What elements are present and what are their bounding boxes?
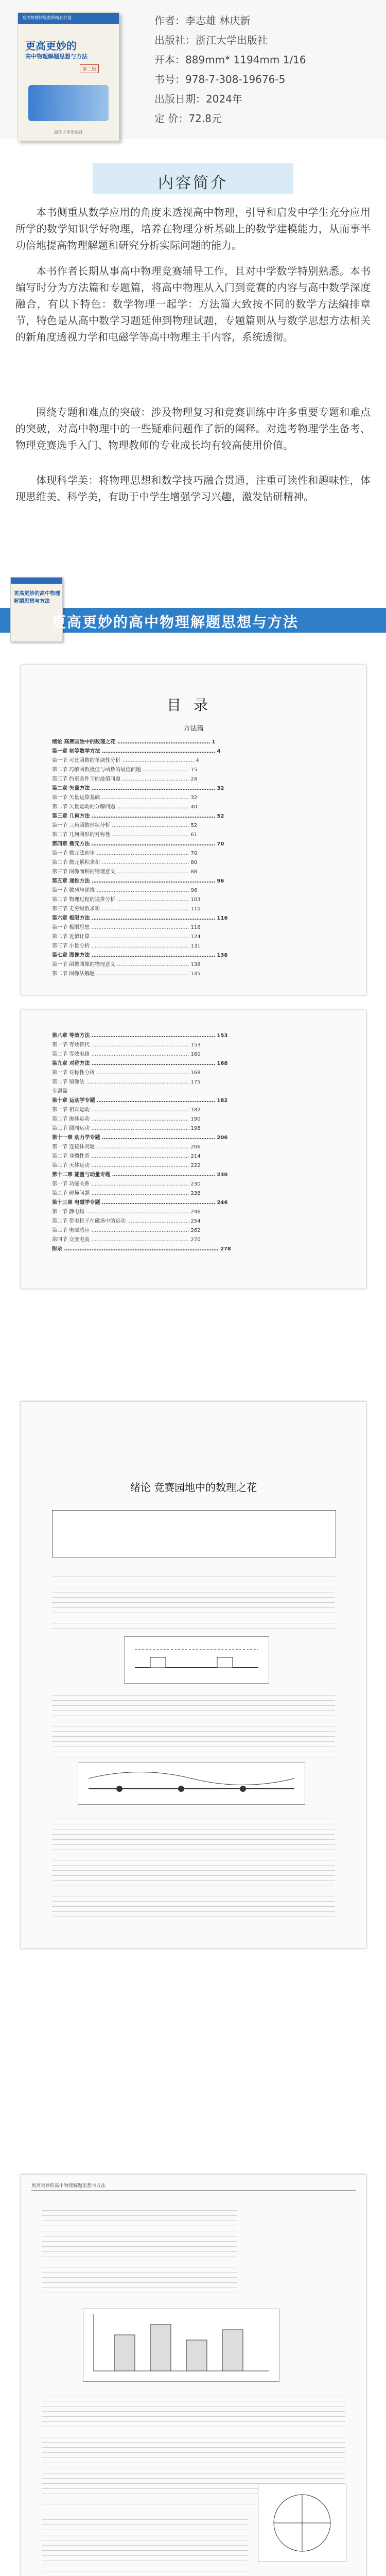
sample-page-2: [21, 2174, 366, 2576]
toc-entry: 第一节 数列与递推 ……………………………………………… 96: [52, 888, 198, 893]
toc-entry: 第二节 巧解函数极值与函数的最值问题 ……………………… 15: [52, 767, 198, 773]
banner-cover-title: 更高更妙的高中物理解题思想与方法: [14, 591, 60, 604]
toc-entry: 第四节 交变电流 ………………………………………………… 270: [52, 1237, 201, 1243]
equation-block: [42, 2206, 237, 2298]
cover-series: 高考物理特级教师精心打造: [22, 15, 72, 20]
figure-diagram: [83, 2309, 279, 2382]
toc-entry: 第一节 对称性分析 ……………………………………………… 168: [52, 1070, 201, 1076]
toc-entry: 第二节 带电粒子在磁场中的运动 ……………………………… 254: [52, 1218, 201, 1224]
toc-entry: 第一节 三角函数形状分析 ……………………………………… 52: [52, 823, 198, 828]
figure-svg: [78, 1763, 305, 1804]
header-divider: [31, 2190, 356, 2191]
toc-entry: 第二节 微元累积求和 …………………………………………… 80: [52, 860, 198, 866]
toc-entry: 第三节 圆周运动 ………………………………………………… 198: [52, 1126, 201, 1131]
toc-list-2: [52, 1031, 340, 1253]
sample-page-1: [21, 1401, 366, 1948]
toc-entry: 第七章 图像方法 ……………………………………………………………… 138: [52, 953, 228, 958]
info-label: 定 价：: [154, 112, 189, 125]
toc-entry: 第九章 对称方法 ……………………………………………………………… 168: [52, 1061, 228, 1066]
figure-svg: [258, 2484, 346, 2562]
toc-entry: 第二节 物理过程的递推分析 …………………………………… 103: [52, 897, 201, 903]
cover-series-strip: [18, 13, 119, 24]
toc-entry: 第一节 等效替代 ………………………………………………… 153: [52, 1042, 201, 1048]
cover-title-main: 更高更妙的: [25, 40, 77, 52]
toc-entry: 第二节 抛体运动 ………………………………………………… 190: [52, 1116, 201, 1122]
figure-diagram: [258, 2484, 346, 2562]
info-label: 书号：: [154, 73, 185, 86]
toc-entry: 第一章 初等数学方法 ………………………………………………………… 4: [52, 749, 221, 754]
info-label: 作者：: [154, 14, 185, 27]
toc-entry: 第一节 功能关系 ………………………………………………… 230: [52, 1181, 201, 1187]
toc-entry: 第三节 电磁感应 ………………………………………………… 262: [52, 1228, 201, 1233]
cover-graphic: [28, 85, 109, 121]
text-block: [52, 1690, 335, 1757]
toc-entry: 第二节 碰撞问题 ………………………………………………… 238: [52, 1191, 201, 1196]
info-label: 出版日期：: [154, 93, 206, 105]
text-block: [52, 1572, 335, 1629]
cover-edition: 第二版: [80, 64, 99, 73]
toc-entry: 第一节 函数图像的物理意义 …………………………………… 138: [52, 962, 201, 968]
toc-entry: 第六章 极限方法 ……………………………………………………………… 116: [52, 916, 228, 921]
toc-entry: 第十三章 电磁学专题 ………………………………………………………… 246: [52, 1200, 228, 1206]
toc-entry: 第二节 非惯性系 ………………………………………………… 214: [52, 1154, 201, 1159]
toc-title: 目录: [166, 697, 220, 714]
toc-entry: 第二节 近似计算 ………………………………………………… 124: [52, 934, 201, 940]
chapter-title: 绪论 竞赛园地中的数理之花: [130, 1481, 257, 1494]
toc-entry: 第一节 静电场 …………………………………………………… 246: [52, 1209, 201, 1215]
toc-page-2: [21, 1010, 366, 1289]
toc-entry: 第十章 运动学专题 …………………………………………………………… 182: [52, 1098, 228, 1104]
toc-entry: 第四章 微元方法 ……………………………………………………………… 70: [52, 841, 224, 847]
toc-entry: 第三节 图像面积的物理意义 …………………………………… 88: [52, 869, 198, 875]
toc-entry: 第五章 递推方法 ……………………………………………………………… 96: [52, 878, 224, 884]
toc-entry: 第二节 镜像法 …………………………………………………… 175: [52, 1079, 201, 1085]
book-cover: [17, 12, 119, 141]
toc-entry: 第一节 矢量运算基础 …………………………………………… 32: [52, 795, 198, 801]
toc-entry: 第一节 极限思想 ………………………………………………… 116: [52, 925, 201, 930]
text-block: [42, 2515, 248, 2576]
toc-entry: 第一节 微元法初步 ……………………………………………… 70: [52, 851, 198, 856]
intro-paragraph-3: 围绕专题和难点的突破：涉及物理复习和竞赛训练中许多重要专题和难点的突破，对高中物理中的一些疑难问题作了新的阐释。对选考物理学生备考、物理竞赛选手入门、物理教师的专业成长均有较高使用价值。: [15, 406, 371, 451]
toc-entry: 第三节 约束条件下的最值问题 ………………………………… 24: [52, 776, 198, 782]
intro-paragraph-4: 体现科学美：将物理思想和数学技巧融合贯通，注重可读性和趣味性，体现思维美、科学美，有助于中学生增强学习兴趣，激发钻研精神。: [15, 474, 371, 503]
figure-diagram: [124, 1636, 269, 1684]
toc-entry: 第二节 等效电路 ………………………………………………… 160: [52, 1052, 201, 1057]
text-block: [52, 1814, 335, 1922]
info-author: 作者：李志雄 林庆新: [154, 14, 251, 27]
toc-entry: 附录 ……………………………………………………………………………… 278: [52, 1246, 231, 1252]
toc-entry: 第二节 几何图形的对称性 ……………………………………… 61: [52, 832, 198, 838]
toc-entry: 专题篇: [52, 1089, 67, 1094]
figure-svg: [125, 1637, 269, 1683]
toc-entry: 第十二章 能量与动量专题 …………………………………………………… 230: [52, 1172, 228, 1178]
info-label: 开本：: [154, 54, 185, 66]
info-publisher: 出版社：浙江大学出版社: [154, 34, 268, 46]
toc-entry: 第三节 小量分析 ………………………………………………… 131: [52, 943, 201, 949]
info-isbn: 书号：978-7-308-19676-5: [154, 73, 286, 86]
toc-entry: 绪论 高赛国始中的数理之花 ……………………………………………… 1: [52, 739, 216, 745]
toc-page-1: [21, 665, 366, 995]
chapter-intro-box: [52, 1510, 336, 1557]
toc-entry: 第二节 图像法解题 ……………………………………………… 145: [52, 971, 201, 977]
info-date: 出版日期：2024年: [154, 93, 242, 105]
intro-paragraph-1: 本书侧重从数学应用的角度来透视高中物理，引导和启发中学生充分应用所学的数学知识学好物理，培养在物理分析基础上的数学建模能力，从而事半功倍地提高物理解题和研究分析实际问题的能力。: [15, 206, 371, 251]
toc-entry: 第三节 无穷级数求和 …………………………………………… 110: [52, 906, 201, 912]
page-header: 更高更妙的高中物理解题思想与方法: [31, 2183, 106, 2189]
info-price: 定 价：72.8元: [154, 112, 222, 125]
figure-svg: [83, 2309, 279, 2381]
toc-list: [52, 737, 340, 978]
toc-entry: 第二节 矢量运动的分解问题 …………………………………… 40: [52, 804, 198, 810]
banner-cover-strip: [11, 578, 62, 584]
toc-entry: 第十一章 动力学专题 ………………………………………………………… 206: [52, 1135, 228, 1141]
cover-publisher: 浙江大学出版社: [54, 130, 83, 134]
toc-entry: 第三章 几何方法 ……………………………………………………………… 52: [52, 814, 224, 819]
toc-entry: 第二章 矢量方法 ……………………………………………………………… 32: [52, 786, 224, 791]
info-label: 出版社：: [154, 34, 196, 46]
intro-title: 内容简介: [158, 174, 228, 192]
toc-entry: 第一节 连接体问题 ……………………………………………… 206: [52, 1144, 201, 1150]
toc-entry: 第三节 天体运动 ………………………………………………… 222: [52, 1163, 201, 1168]
toc-entry: 第八章 等效方法 ……………………………………………………………… 153: [52, 1033, 228, 1039]
toc-part-label: 方法篇: [183, 725, 204, 733]
banner-title: 更高更妙的高中物理解题思想与方法: [51, 614, 299, 631]
info-size: 开本：889mm* 1194mm 1/16: [154, 54, 306, 66]
intro-paragraph-2: 本书作者长期从事高中物理竞赛辅导工作，且对中学数学特别熟悉。本书编写时分为方法篇和专题篇，将高中物理从入门到竞赛的内容与高中数学深度融合，有以下特色：数学物理一起学：方法篇大致按不同的数学方法编排章节，特色是从高中数学习题延伸到物理试题，专题篇则从与数学思想方法相关的新角度透视力学和电磁学等高中物理主干内容，系统透彻。: [15, 265, 371, 343]
toc-entry: 第一节 相对运动 ………………………………………………… 182: [52, 1107, 201, 1113]
cover-title-sub: 高中物理解题思想与方法: [25, 53, 87, 60]
figure-diagram: [78, 1762, 305, 1805]
banner-book-cover: [10, 577, 63, 642]
toc-entry: 第一节 可比函数的单调性分析 …………………………………… 4: [52, 758, 199, 764]
